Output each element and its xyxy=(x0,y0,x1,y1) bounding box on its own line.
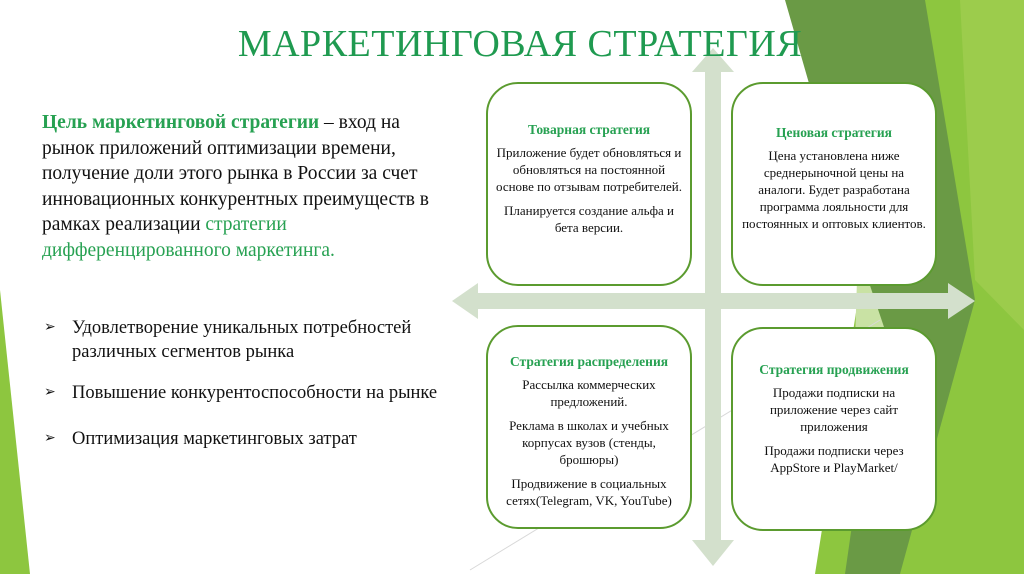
box-title: Стратегия распределения xyxy=(509,354,669,369)
box-title: Стратегия продвижения xyxy=(759,362,909,377)
product-strategy-box xyxy=(486,82,692,286)
box-text: Продажи подписки на приложение через сайт приложения xyxy=(769,385,899,434)
box-text: Продажи подписки через AppStore и PlayMarket/ xyxy=(764,443,904,475)
box-text: Цена установлена ниже среднерыночной цены на аналоги. Будет разработана программа лояльности для постоянных и оптовых клиентов. xyxy=(742,148,926,231)
bg-shape-left-triangle xyxy=(0,290,30,574)
arrow-bullet-icon: ➢ xyxy=(44,431,56,446)
bullet-text: Удовлетворение уникальных потребностей различных сегментов рынка xyxy=(72,318,412,362)
goal-text: – вход на рынок приложений оптимизации времени, получение доли этого рынка в России за счет инновационных конкурентных преимуществ в рамках реализации xyxy=(42,112,430,235)
pricing-strategy-box xyxy=(731,82,937,286)
bullet-list xyxy=(44,316,464,468)
box-text: Приложение будет обновляться и обновляться на постоянной основе по отзывам потребителей. xyxy=(496,145,682,194)
box-text: Планируется создание альфа и бета версии. xyxy=(503,203,674,235)
goal-highlight: стратегии дифференцированного маркетинга. xyxy=(42,214,335,261)
goal-lead: Цель маркетинговой стратегии xyxy=(42,112,320,133)
arrow-bullet-icon: ➢ xyxy=(44,320,56,335)
arrow-bullet-icon: ➢ xyxy=(44,385,56,400)
page-title: МАРКЕТИНГОВАЯ СТРАТЕГИЯ xyxy=(237,23,803,65)
list-item xyxy=(44,316,464,364)
box-text: Продвижение в социальных сетях(Telegram, VK, YouTube) xyxy=(506,476,672,508)
distribution-strategy-box xyxy=(486,325,692,529)
box-text: Реклама в школах и учебных корпусах вузов (стенды, брошюры) xyxy=(509,418,669,467)
box-title: Товарная стратегия xyxy=(527,122,651,137)
bullet-text: Повышение конкурентоспособности на рынке xyxy=(72,383,438,403)
list-item xyxy=(44,427,464,451)
promotion-strategy-box xyxy=(731,327,937,531)
bullet-text: Оптимизация маркетинговых затрат xyxy=(72,429,357,449)
goal-paragraph xyxy=(42,110,442,263)
box-title: Ценовая стратегия xyxy=(776,125,892,140)
list-item xyxy=(44,381,464,405)
box-text: Рассылка коммерческих предложений. xyxy=(522,377,656,409)
